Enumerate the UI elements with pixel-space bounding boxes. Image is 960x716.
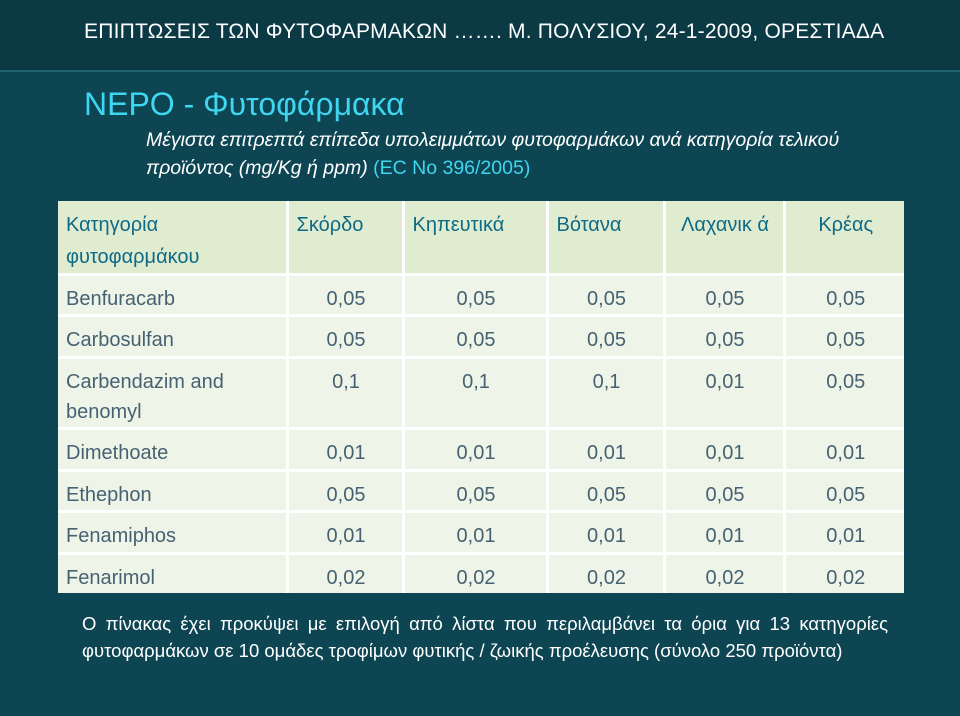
limit-value-cell: 0,05 bbox=[403, 275, 547, 316]
pesticide-name-cell: Carbendazim and benomyl bbox=[58, 357, 287, 429]
column-header-herbs: Βότανα bbox=[547, 201, 664, 275]
limit-value-cell: 0,05 bbox=[784, 470, 904, 511]
column-header-meat: Κρέας bbox=[784, 201, 904, 275]
limit-value-cell: 0,05 bbox=[784, 357, 904, 429]
pesticide-name-cell: Fenarimol bbox=[58, 553, 287, 593]
limit-value-cell: 0,02 bbox=[784, 553, 904, 593]
limit-value-cell: 0,02 bbox=[547, 553, 664, 593]
regulation-reference: (EC No 396/2005) bbox=[373, 157, 531, 179]
limit-value-cell: 0,01 bbox=[547, 512, 664, 553]
limit-value-cell: 0,02 bbox=[403, 553, 547, 593]
limit-value-cell: 0,05 bbox=[287, 275, 403, 316]
limit-value-cell: 0,01 bbox=[664, 429, 784, 470]
pesticide-name-cell: Dimethoate bbox=[58, 429, 287, 470]
limit-value-cell: 0,05 bbox=[403, 316, 547, 357]
limit-value-cell: 0,01 bbox=[287, 512, 403, 553]
slide-subtitle bbox=[146, 126, 866, 182]
limit-value-cell: 0,01 bbox=[403, 429, 547, 470]
limit-value-cell: 0,05 bbox=[664, 316, 784, 357]
pesticide-name-cell: Benfuracarb bbox=[58, 275, 287, 316]
limit-value-cell: 0,05 bbox=[784, 275, 904, 316]
pesticide-name-cell: Ethephon bbox=[58, 470, 287, 511]
limit-value-cell: 0,01 bbox=[664, 357, 784, 429]
table-row bbox=[58, 316, 904, 357]
column-header-garden-produce: Κηπευτικά bbox=[403, 201, 547, 275]
limit-value-cell: 0,01 bbox=[784, 429, 904, 470]
limit-value-cell: 0,05 bbox=[403, 470, 547, 511]
pesticide-name-cell: Fenamiphos bbox=[58, 512, 287, 553]
limit-value-cell: 0,05 bbox=[287, 316, 403, 357]
limit-value-cell: 0,05 bbox=[547, 470, 664, 511]
limit-value-cell: 0,01 bbox=[784, 512, 904, 553]
table-row bbox=[58, 512, 904, 553]
subtitle-text: Μέγιστα επιτρεπτά επίπεδα υπολειμμάτων φυτοφαρμάκων ανά κατηγορία τελικού προϊόντος (mg/Kg ή ppm) bbox=[146, 129, 840, 179]
limit-value-cell: 0,01 bbox=[547, 429, 664, 470]
limit-value-cell: 0,01 bbox=[403, 512, 547, 553]
pesticide-name-cell: Carbosulfan bbox=[58, 316, 287, 357]
top-banner bbox=[0, 0, 960, 72]
column-header-category: Κατηγορία φυτοφαρμάκου bbox=[58, 201, 287, 275]
limit-value-cell: 0,05 bbox=[547, 275, 664, 316]
table-row bbox=[58, 553, 904, 593]
footnote: Ο πίνακας έχει προκύψει με επιλογή από λίστα που περιλαμβάνει τα όρια για 13 κατηγορίες φυτοφαρμάκων σε 10 ομάδες τροφίμων φυτικής / ζωικής προέλευσης (σύνολο 250 προϊόντα) bbox=[82, 613, 888, 661]
limit-value-cell: 0,05 bbox=[664, 275, 784, 316]
limit-value-cell: 0,1 bbox=[403, 357, 547, 429]
limit-value-cell: 0,02 bbox=[287, 553, 403, 593]
limit-value-cell: 0,01 bbox=[664, 512, 784, 553]
table-row bbox=[58, 275, 904, 316]
limit-value-cell: 0,05 bbox=[547, 316, 664, 357]
presentation-header: ΕΠΙΠΤΩΣΕΙΣ ΤΩΝ ΦΥΤΟΦΑΡΜΑΚΩΝ ……. Μ. ΠΟΛΥΣΙΟΥ, 24-1-2009, ΟΡΕΣΤΙΑΔΑ bbox=[84, 20, 885, 43]
table-row bbox=[58, 357, 904, 429]
residue-limits-table bbox=[58, 201, 904, 593]
column-header-garlic: Σκόρδο bbox=[287, 201, 403, 275]
limit-value-cell: 0,05 bbox=[784, 316, 904, 357]
table-row bbox=[58, 470, 904, 511]
limit-value-cell: 0,01 bbox=[287, 429, 403, 470]
slide-title: ΝΕΡΟ - Φυτοφάρμακα bbox=[84, 86, 405, 122]
table-row bbox=[58, 429, 904, 470]
limit-value-cell: 0,05 bbox=[664, 470, 784, 511]
limit-value-cell: 0,02 bbox=[664, 553, 784, 593]
column-header-vegetables: Λαχανικ ά bbox=[664, 201, 784, 275]
table-header-row bbox=[58, 201, 904, 275]
limit-value-cell: 0,1 bbox=[287, 357, 403, 429]
limit-value-cell: 0,1 bbox=[547, 357, 664, 429]
limit-value-cell: 0,05 bbox=[287, 470, 403, 511]
